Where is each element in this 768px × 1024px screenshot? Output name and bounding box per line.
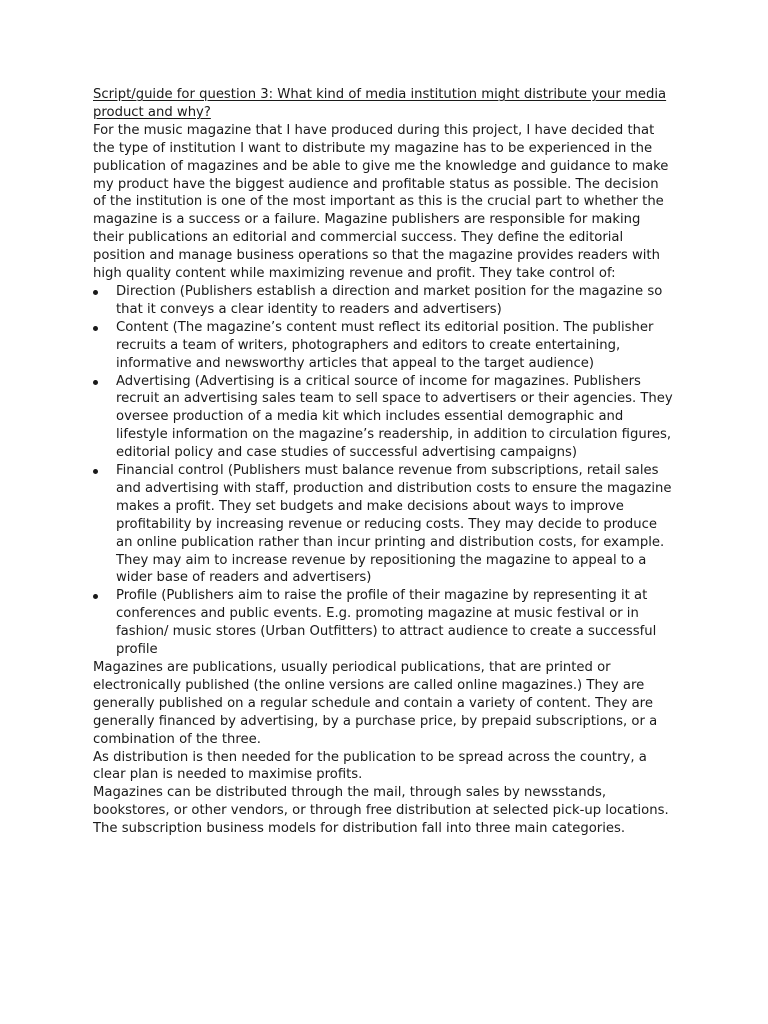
bullet-dot-icon xyxy=(93,290,98,295)
bullet-text: Financial control (Publishers must balance revenue from subscriptions, retail sales and advertising with staff, production and distribution costs to ensure the magazine makes a profit. They set budgets and make decisions about ways to improve profitability by increasing revenue or reducing costs. They may decide to produce an online publication rather than incur printing and distribution costs, for example. They may aim to increase revenue by repositioning the magazine to appeal to a wider base of readers and advertisers) xyxy=(116,463,672,586)
bullet-item-direction xyxy=(93,283,673,319)
distribution-paragraph: As distribution is then needed for the publication to be spread across the country, a clear plan is needed to maximise profits. xyxy=(93,749,647,783)
bullet-text: Profile (Publishers aim to raise the profile of their magazine by representing it at conferences and public events. E.g. promoting magazine at music festival or in fashion/ music stores (Urban Outfitters) to attract audience to create a successful profile xyxy=(116,588,657,658)
bullet-text: Content (The magazine’s content must reflect its editorial position. The publisher recruits a team of writers, photographers and editors to create entertaining, informative and newsworthy articles that appeal to the target audience) xyxy=(116,319,654,371)
bullet-text: Direction (Publishers establish a direction and market position for the magazine so that it conveys a clear identity to readers and advertisers) xyxy=(116,283,663,317)
bullet-dot-icon xyxy=(93,326,98,331)
channels-paragraph: Magazines can be distributed through the mail, through sales by newsstands, bookstores, or other vendors, or through free distribution at selected pick-up locations. The subscription business models for distribution fall into three main categories. xyxy=(93,785,669,837)
bullet-dot-icon xyxy=(93,594,98,599)
bullet-list xyxy=(93,283,673,659)
bullet-item-financial-control xyxy=(93,462,673,587)
bullet-text: Advertising (Advertising is a critical source of income for magazines. Publishers recruit an advertising sales team to sell space to advertisers or their agencies. They oversee production of a media kit which includes essential demographic and lifestyle information on the magazine’s readership, in addition to circulation figures, editorial policy and case studies of successful advertising campaigns) xyxy=(116,373,673,461)
magazines-paragraph: Magazines are publications, usually periodical publications, that are printed or electronically published (the online versions are called online magazines.) They are generally published on a regular schedule and contain a variety of content. They are generally financed by advertising, by a purchase price, by prepaid subscriptions, or a combination of the three. xyxy=(93,660,658,747)
bullet-dot-icon xyxy=(93,380,98,385)
bullet-item-content xyxy=(93,319,673,373)
intro-paragraph: For the music magazine that I have produced during this project, I have decided that the type of institution I want to distribute my magazine has to be experienced in the publication of magazines and be able to give me the knowledge and guidance to make my product have the biggest audience and profitable status as possible. The decision of the institution is one of the most important as this is the crucial part to whether the magazine is a success or a failure. Magazine publishers are responsible for making their publications an editorial and commercial success. They define the editorial position and manage business operations so that the magazine provides readers with high quality content while maximizing revenue and profit. They take control of: xyxy=(93,122,669,282)
document-page xyxy=(93,86,673,838)
bullet-item-advertising xyxy=(93,373,673,463)
document-heading: Script/guide for question 3: What kind of media institution might distribute your media product and why? xyxy=(93,87,667,120)
bullet-item-profile xyxy=(93,587,673,659)
bullet-dot-icon xyxy=(93,469,98,474)
